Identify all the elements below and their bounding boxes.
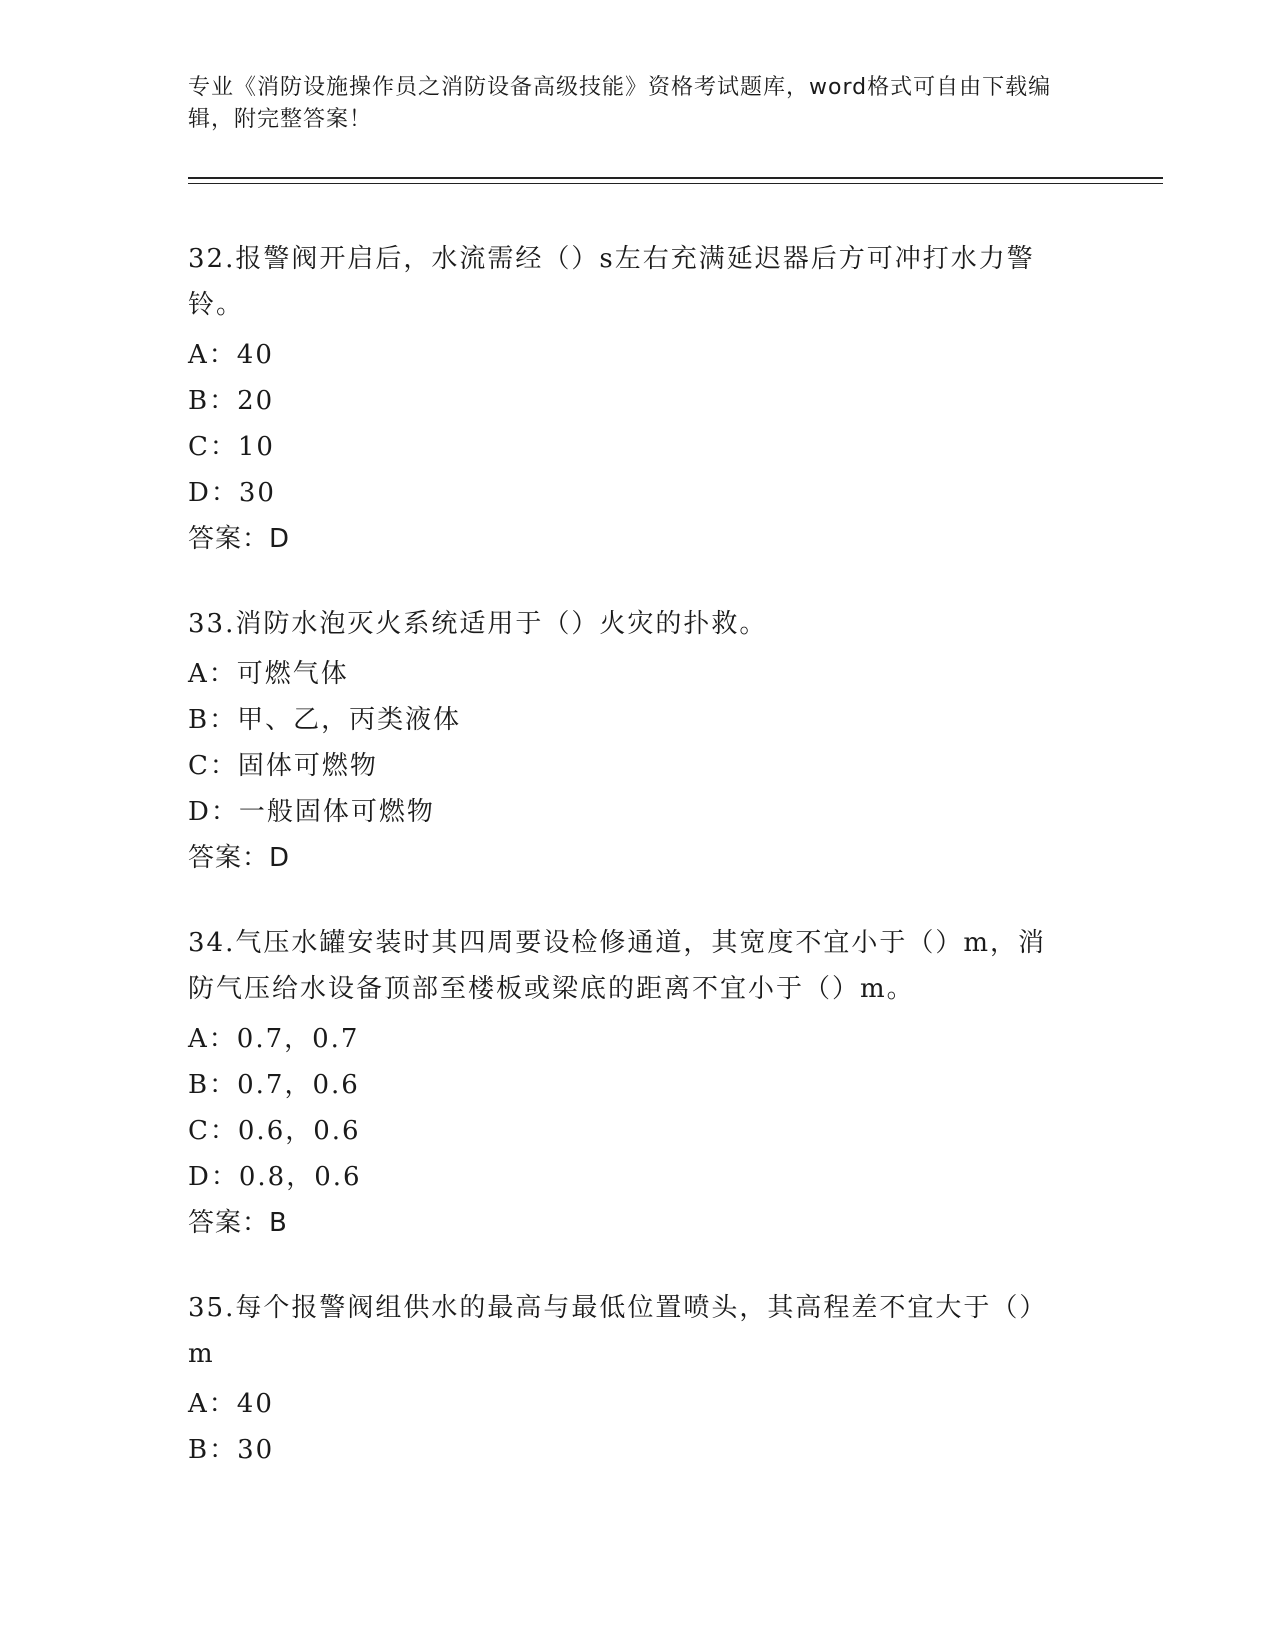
option-b: B：甲、乙，丙类液体: [188, 705, 462, 735]
option-c: C：10: [188, 432, 275, 462]
answer: 答案：B: [188, 1208, 288, 1238]
option-b: B：0.7，0.6: [188, 1070, 360, 1100]
document-header: 专业《消防设施操作员之消防设备高级技能》资格考试题库，word格式可自由下载编辑，附完整答案！: [188, 75, 1052, 132]
question-stem: 33.消防水泡灭火系统适用于（）火灾的扑救。: [188, 609, 768, 639]
option-a: A：40: [188, 340, 274, 370]
question-stem: 35.每个报警阀组供水的最高与最低位置喷头，其高程差不宜大于（）m: [188, 1293, 1048, 1369]
header-rule-thick: [188, 177, 1163, 179]
header-rule-thin: [188, 183, 1163, 184]
option-d: D：0.8，0.6: [188, 1162, 362, 1192]
question-list: [188, 236, 1068, 1512]
option-b: B：30: [188, 1435, 275, 1465]
option-c: C：0.6，0.6: [188, 1116, 361, 1146]
option-d: D：30: [188, 478, 276, 508]
option-a: A：40: [188, 1389, 274, 1419]
option-d: D：一般固体可燃物: [188, 797, 435, 827]
option-b: B：20: [188, 386, 275, 416]
question-34: [188, 920, 1068, 1246]
option-a: A：0.7，0.7: [188, 1024, 360, 1054]
answer: 答案：D: [188, 524, 291, 554]
question-stem: 32.报警阀开启后，水流需经（）s左右充满延迟器后方可冲打水力警铃。: [188, 244, 1035, 320]
option-a: A：可燃气体: [188, 659, 349, 689]
question-32: [188, 236, 1068, 562]
answer: 答案：D: [188, 843, 291, 873]
question-33: [188, 601, 1068, 881]
option-c: C：固体可燃物: [188, 751, 378, 781]
question-stem: 34.气压水罐安装时其四周要设检修通道，其宽度不宜小于（）m，消防气压给水设备顶部至楼板或梁底的距离不宜小于（）m。: [188, 928, 1047, 1004]
question-35: [188, 1285, 1068, 1473]
